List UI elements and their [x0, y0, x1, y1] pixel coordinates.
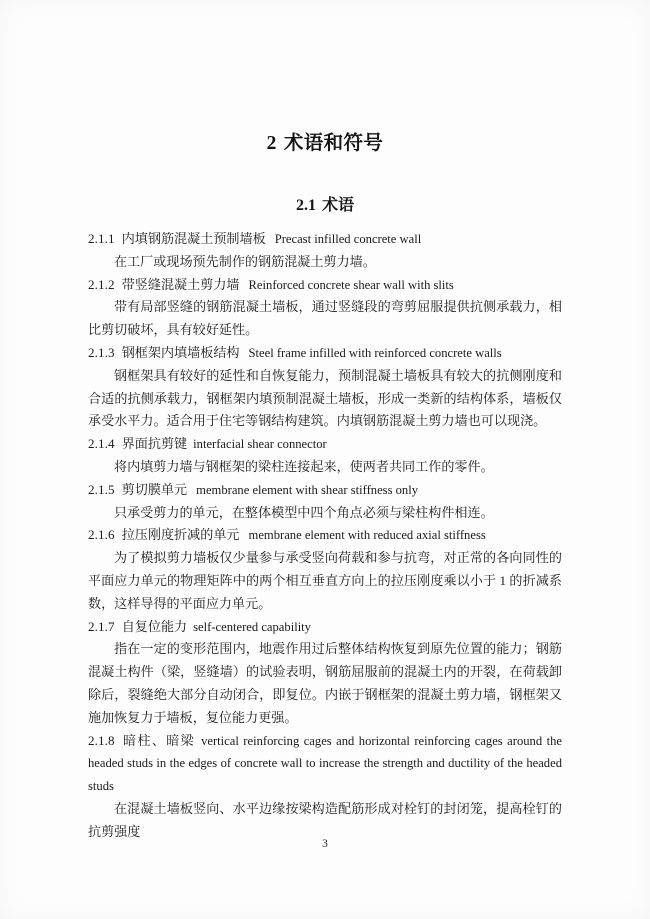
term-number: 2.1.4: [88, 436, 115, 452]
term-heading: [88, 524, 562, 547]
term-entry: [88, 433, 562, 479]
term-name-en: membrane element with shear stiffness only: [196, 482, 419, 497]
term-name-en: membrane element with reduced axial stiffness: [248, 528, 486, 543]
term-name-cn: 界面抗剪键: [121, 436, 188, 452]
section-heading: [88, 192, 562, 215]
term-heading: [88, 433, 562, 456]
term-number: 2.1.6: [88, 527, 115, 543]
term-name-en: self-centered capability: [193, 619, 311, 634]
term-entry: [88, 524, 562, 615]
term-name-cn: 剪切膜单元: [121, 481, 188, 497]
term-number: 2.1.5: [88, 481, 115, 497]
term-entry: [88, 228, 562, 274]
term-heading: [88, 274, 562, 297]
term-heading: [88, 616, 562, 639]
term-number: 2.1.8: [88, 732, 115, 748]
term-name-cn: 内填钢筋混凝土预制墙板: [121, 231, 266, 246]
term-name-en: vertical reinforcing cages and horizontal reinforcing cages around the headed studs in the edges of concrete wall to increase the strength and ductility of the headed studs: [88, 733, 562, 794]
chapter-number: 2: [266, 133, 277, 154]
term-heading: [88, 730, 562, 798]
term-entry: [88, 616, 562, 730]
term-name-en: Precast infilled concrete wall: [274, 232, 422, 246]
term-definition: 只承受剪力的单元，在整体模型中四个角点必须与梁柱构件相连。: [114, 504, 494, 520]
term-name-cn: 暗柱、暗梁: [121, 732, 196, 748]
term-name-cn: 自复位能力: [121, 618, 188, 634]
term-entry: [88, 479, 562, 525]
chapter-heading: [88, 127, 562, 155]
term-definition: 将内填剪力墙与钢框架的梁柱连接起来，使两者共同工作的零件。: [114, 458, 494, 474]
term-definition: 钢框架具有较好的延性和自恢复能力，预制混凝土墙板具有较大的抗侧刚度和合适的抗侧承载力，钢框架内填预制混凝土墙板，形成一类新的结构体系，墙板仅承受水平力。适合用于住宅等钢结构建筑。内填钢筋混凝土剪力墙也可以现浇。: [88, 367, 562, 429]
term-definition: 指在一定的变形范围内，地震作用过后整体结构恢复到原先位置的能力；钢筋混凝土构件（梁，竖缝墙）的试验表明，钢筋屈服前的混凝土内的开裂，在荷载卸除后，裂缝绝大部分自动闭合，即复位。内嵌于钢框架的混凝土剪力墙，钢框架又施加恢复力于墙板，复位能力更强。: [88, 641, 562, 725]
term-entry: [88, 730, 562, 844]
term-name-en: Steel frame infilled with reinforced concrete walls: [248, 345, 502, 360]
section-number: 2.1: [295, 197, 316, 215]
term-definition: 为了模拟剪力墙板仅少量参与承受竖向荷载和参与抗弯，对正常的各向同性的平面应力单元的物理矩阵中的两个相互垂直方向上的拉压刚度乘以小于 1 的折减系数，这样导得的平面应力单元。: [88, 550, 562, 611]
page-number: 3: [322, 838, 328, 850]
term-name-en: interfacial shear connector: [193, 437, 327, 452]
term-entry: [88, 342, 562, 433]
term-number: 2.1.3: [88, 344, 115, 360]
term-definition: 在混凝土墙板竖向、水平边缘按梁构造配筋形成对栓钉的封闭笼，提高栓钉的抗剪强度: [88, 800, 562, 839]
term-heading: [88, 342, 562, 365]
term-definition: 带有局部竖缝的钢筋混凝土墙板，通过竖缝段的弯剪屈服提供抗侧承载力，相比剪切破坏，具有较好延性。: [88, 299, 562, 338]
term-heading: [88, 479, 562, 502]
term-number: 2.1.7: [88, 618, 115, 634]
term-heading: [88, 228, 562, 251]
chapter-title-text: 术语和符号: [283, 133, 384, 154]
term-name-cn: 拉压刚度折减的单元: [121, 527, 240, 543]
term-name-en: Reinforced concrete shear wall with slits: [248, 277, 454, 292]
term-number: 2.1.1: [88, 231, 115, 246]
term-number: 2.1.2: [88, 276, 115, 292]
term-definition: 在工厂或现场预先制作的钢筋混凝土剪力墙。: [114, 253, 376, 269]
term-name-cn: 带竖缝混凝土剪力墙: [121, 276, 240, 292]
term-entry: [88, 274, 562, 342]
term-list: [88, 228, 562, 844]
section-title-text: 术语: [321, 197, 354, 215]
term-name-cn: 钢框架内填墙板结构: [121, 344, 240, 360]
